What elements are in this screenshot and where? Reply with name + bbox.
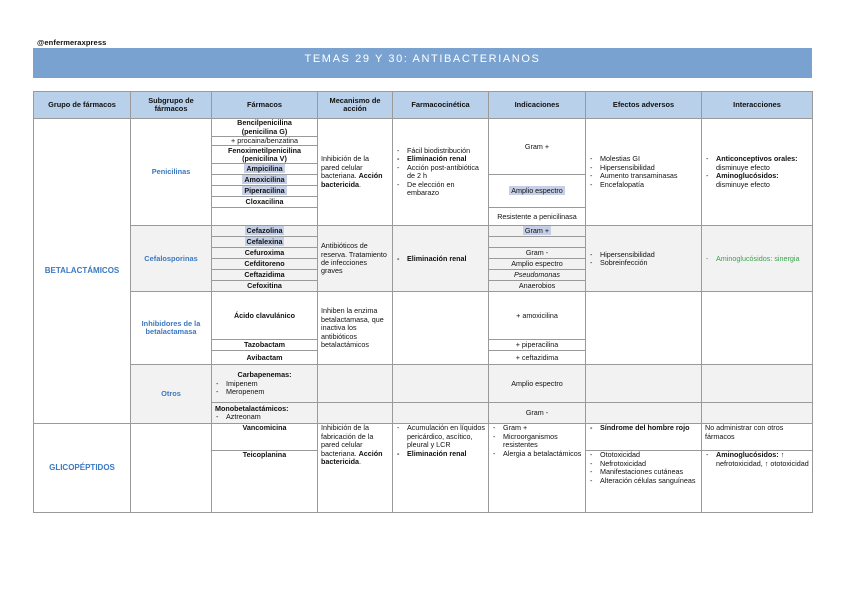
author-handle: @enfermeraxpress xyxy=(37,38,107,47)
ind-cefalosporinas-gram-pos: Gram + xyxy=(489,226,586,237)
subgroup-otros: Otros xyxy=(131,365,212,424)
drug-amoxicilina: Amoxicilina xyxy=(212,175,318,186)
subgroup-inhibidores: Inhibidores de la betalactamasa xyxy=(131,292,212,365)
pk-inhibidores xyxy=(393,292,489,365)
drug-empty xyxy=(212,208,318,226)
subgroup-cefalosporinas: Cefalosporinas xyxy=(131,226,212,292)
drug-cefoxitina: Cefoxitina xyxy=(212,281,318,292)
int-cefalosporinas: - Aminoglucósidos: sinergia xyxy=(702,226,813,292)
ind-cefalosporinas-pseudomonas: Pseudomonas xyxy=(489,270,586,281)
ind-penicilinas-gram-pos: Gram + xyxy=(489,119,586,175)
drug-procaina-benzatina: + procaina/benzatina xyxy=(212,137,318,146)
col-header-farmacos: Fármacos xyxy=(212,92,318,119)
int-otros-carb xyxy=(702,365,813,403)
drug-ceftazidima: Ceftazidima xyxy=(212,270,318,281)
ae-penicilinas: - Molestias GI - Hipersensibilidad - Aumento transaminasas - Encefalopatía xyxy=(586,119,702,226)
col-header-indicaciones: Indicaciones xyxy=(489,92,586,119)
ae-cefalosporinas: - Hipersensibilidad - Sobreinfección xyxy=(586,226,702,292)
ind-cefalosporinas-amplio: Amplio espectro xyxy=(489,259,586,270)
int-glicopeptidos-no-administrar: No administrar con otros fármacos xyxy=(702,424,813,451)
table-row xyxy=(34,292,813,340)
mech-cefalosporinas: Antibióticos de reserva. Tratamiento de infecciones graves xyxy=(318,226,393,292)
ind-cefalosporinas-empty xyxy=(489,237,586,248)
mech-penicilinas: Inhibición de la pared celular bacteriana. Acción bactericida. xyxy=(318,119,393,226)
pk-otros-mono xyxy=(393,403,489,424)
ind-penicilinas-resistente: Resistente a penicilinasa xyxy=(489,208,586,226)
table-row xyxy=(34,424,813,451)
ind-otros-gram-neg: Gram - xyxy=(489,403,586,424)
pk-cefalosporinas: - Eliminación renal xyxy=(393,226,489,292)
col-header-efectos: Efectos adversos xyxy=(586,92,702,119)
ind-cefalosporinas-gram-neg: Gram - xyxy=(489,248,586,259)
drug-vancomicina: Vancomicina xyxy=(212,424,318,451)
drug-teicoplanina: Teicoplanina xyxy=(212,451,318,513)
int-glicopeptidos-aminoglucosidos: - Aminoglucósidos: ↑ nefrotoxicidad, ↑ ototoxicidad xyxy=(702,451,813,513)
col-header-grupo: Grupo de fármacos xyxy=(34,92,131,119)
subgroup-penicilinas: Penicilinas xyxy=(131,119,212,226)
page-title-banner: TEMAS 29 Y 30: ANTIBACTERIANOS xyxy=(33,48,812,78)
ind-cefalosporinas-anaerobios: Anaerobios xyxy=(489,281,586,292)
ae-glicopeptidos: - Ototoxicidad - Nefrotoxicidad - Manifestaciones cutáneas - Alteración células sanguíneas xyxy=(586,451,702,513)
drug-carbapenemas: Carbapenemas: - Imipenem - Meropenem xyxy=(212,365,318,403)
ae-otros-mono xyxy=(586,403,702,424)
ind-glicopeptidos: - Gram + - Microorganismos resistentes - Alergia a betalactámicos xyxy=(489,424,586,513)
pk-penicilinas: - Fácil biodistribución - Eliminación renal - Acción post-antibiótica de 2 h - De elección en embarazo xyxy=(393,119,489,226)
ind-inhibidores-ceftazidima: + ceftazidima xyxy=(489,351,586,365)
group-glicopeptidos: GLICOPÉPTIDOS xyxy=(34,424,131,513)
int-inhibidores xyxy=(702,292,813,365)
int-penicilinas: - Anticonceptivos orales: disminuye efecto - Aminoglucósidos: disminuye efecto xyxy=(702,119,813,226)
drug-fenoximetilpenicilina: Fenoximetilpenicilina (penicilina V) xyxy=(212,146,318,164)
mech-glicopeptidos: Inhibición de la fabricación de la pared celular bacteriana. Acción bactericida. xyxy=(318,424,393,513)
drug-bencilpenicilina: Bencilpenicilina (penicilina G) xyxy=(212,119,318,137)
antibacterial-table xyxy=(33,91,813,513)
drug-piperacilina: Piperacilina xyxy=(212,186,318,197)
ind-inhibidores-piperacilina: + piperacilina xyxy=(489,340,586,351)
drug-acido-clavulanico: Ácido clavulánico xyxy=(212,292,318,340)
ae-inhibidores xyxy=(586,292,702,365)
drug-ampicilina: Ampicilina xyxy=(212,164,318,175)
drug-cloxacilina: Cloxacilina xyxy=(212,197,318,208)
table-row xyxy=(34,226,813,237)
drug-cefazolina: Cefazolina xyxy=(212,226,318,237)
col-header-subgrupo: Subgrupo de fármacos xyxy=(131,92,212,119)
table-row xyxy=(34,365,813,403)
ae-otros-carb xyxy=(586,365,702,403)
group-betalactamicos: BETALACTÁMICOS xyxy=(34,119,131,424)
drug-avibactam: Avibactam xyxy=(212,351,318,365)
subgroup-glicopeptidos-empty xyxy=(131,424,212,513)
pk-glicopeptidos: - Acumulación en líquidos pericárdico, ascítico, pleural y LCR - Eliminación renal xyxy=(393,424,489,513)
col-header-farmacocinetica: Farmacocinética xyxy=(393,92,489,119)
table-row xyxy=(34,119,813,137)
mech-otros-carb xyxy=(318,365,393,403)
ind-inhibidores-amoxicilina: + amoxicilina xyxy=(489,292,586,340)
mech-inhibidores: Inhiben la enzima betalactamasa, que inactiva los antibióticos betalactámicos xyxy=(318,292,393,365)
drug-cefditoreno: Cefditoreno xyxy=(212,259,318,270)
mech-otros-mono xyxy=(318,403,393,424)
pk-otros-carb xyxy=(393,365,489,403)
table-header-row xyxy=(34,92,813,119)
ae-glicopeptidos-hombre-rojo: - Síndrome del hombre rojo xyxy=(586,424,702,451)
drug-tazobactam: Tazobactam xyxy=(212,340,318,351)
col-header-interacciones: Interacciones xyxy=(702,92,813,119)
int-otros-mono xyxy=(702,403,813,424)
ind-otros-amplio: Amplio espectro xyxy=(489,365,586,403)
ind-penicilinas-amplio: Amplio espectro xyxy=(489,175,586,208)
drug-cefalexina: Cefalexina xyxy=(212,237,318,248)
drug-cefuroxima: Cefuroxima xyxy=(212,248,318,259)
col-header-mecanismo: Mecanismo de acción xyxy=(318,92,393,119)
drug-monobetalactamicos: Monobetalactámicos: - Aztreonam xyxy=(212,403,318,424)
